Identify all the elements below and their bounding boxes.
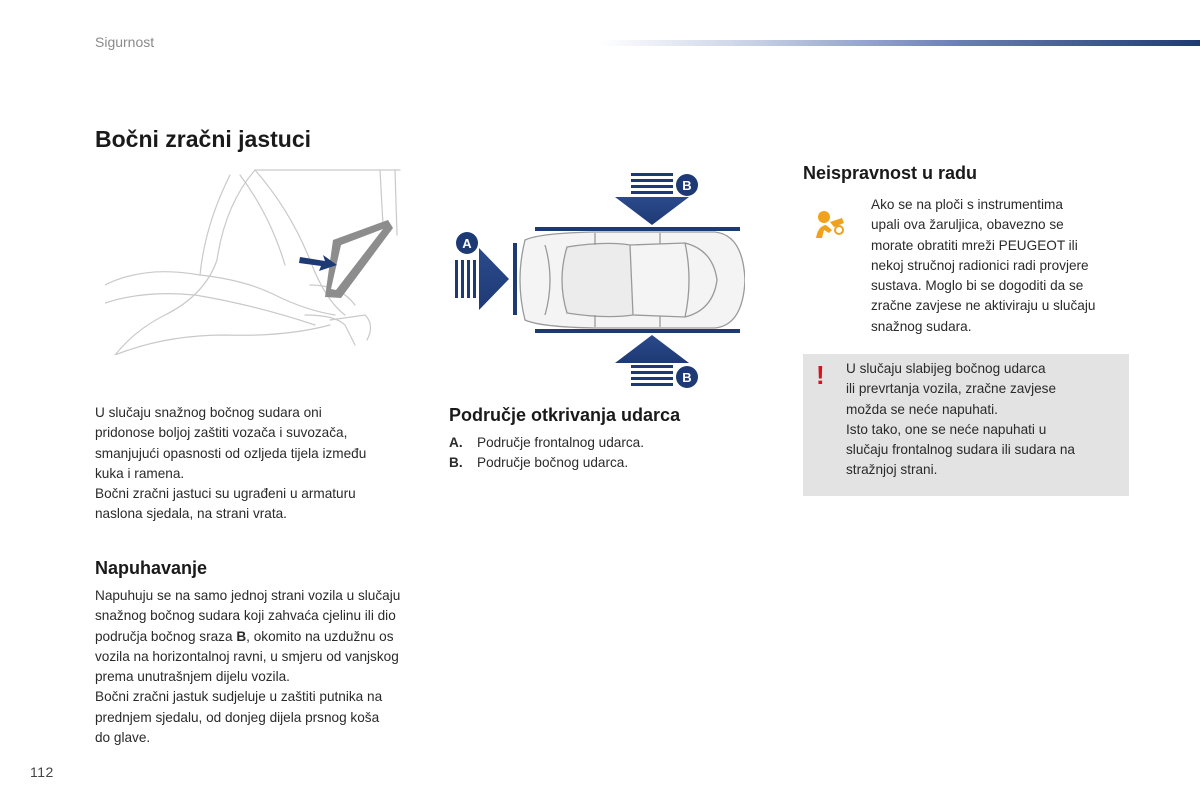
fault-paragraph xyxy=(871,195,1141,337)
warning-line: možda se neće napuhati. xyxy=(846,401,998,417)
inflation-line: do glave. xyxy=(95,730,151,746)
inflation-line: snažnog bočnog sudara koji zahvaća cjelinu ili dio xyxy=(95,608,396,624)
inflation-line: Bočni zračni jastuk sudjeluje u zaštiti putnika na xyxy=(95,689,383,705)
label-b-top-badge xyxy=(676,174,698,196)
intro-line: smanjujući opasnosti od ozljeda tijela između xyxy=(95,445,367,461)
frontal-impact-arrow xyxy=(455,248,509,310)
list-item-text: Područje bočnog udarca. xyxy=(477,455,629,471)
warning-line: slučaju frontalnog sudara ili sudara na xyxy=(846,442,1075,458)
label-a-badge xyxy=(456,232,478,254)
fault-line: nekoj stručnoj radionici radi provjere xyxy=(871,257,1089,273)
list-item-text: Područje frontalnog udarca. xyxy=(477,435,645,450)
fault-line: zračne zavjese ne aktiviraju u slučaju xyxy=(871,298,1096,314)
header-gradient-bar xyxy=(600,40,1200,46)
fault-heading: Neispravnost u radu xyxy=(803,163,978,183)
inflation-text: , okomito na uzdužnu os xyxy=(246,628,394,644)
label-b-top: B xyxy=(682,178,692,193)
warning-exclamation-icon: ! xyxy=(816,360,825,390)
intro-line: kuka i ramena. xyxy=(95,465,185,481)
list-item-label: A. xyxy=(449,435,463,450)
inflation-line xyxy=(95,627,430,647)
intro-line: U slučaju snažnog bočnog sudara oni xyxy=(95,405,322,420)
section-label: Sigurnost xyxy=(95,34,155,50)
inflation-line: prema unutrašnjem dijelu vozila. xyxy=(95,669,290,685)
inflation-text: područja bočnog sraza xyxy=(95,628,237,644)
warning-line: Isto tako, one se neće napuhati u xyxy=(846,421,1047,437)
warning-note-text xyxy=(846,359,1121,481)
label-a: A xyxy=(462,236,472,251)
detection-zone-heading: Područje otkrivanja udarca xyxy=(449,405,681,425)
page-number: 112 xyxy=(30,764,54,780)
inflation-line: Napuhuju se na samo jednoj strani vozila u slučaju xyxy=(95,588,401,603)
detection-zone-list xyxy=(449,433,749,474)
fault-line: morate obratiti mreži PEUGEOT ili xyxy=(871,237,1078,253)
intro-paragraph xyxy=(95,403,415,525)
page-title: Bočni zračni jastuci xyxy=(95,126,312,152)
seat-airbag-illustration xyxy=(105,165,405,355)
airbag-warning-icon xyxy=(812,208,848,240)
fault-line: sustava. Moglo bi se dogoditi da se xyxy=(871,278,1084,294)
label-b-bottom: B xyxy=(682,370,692,385)
inflation-line: vozila na horizontalnoj ravni, u smjeru od vanjskog xyxy=(95,648,399,664)
list-item xyxy=(449,453,749,473)
list-item xyxy=(449,433,749,453)
warning-line: ili prevrtanja vozila, zračne zavjese xyxy=(846,381,1057,397)
intro-line: Bočni zračni jastuci su ugrađeni u armaturu xyxy=(95,486,356,502)
zone-b-reference: B xyxy=(236,628,247,644)
list-item-label: B. xyxy=(449,455,463,471)
warning-line: stražnjoj strani. xyxy=(846,462,938,478)
fault-line: upali ova žaruljica, obavezno se xyxy=(871,217,1064,233)
intro-line: naslona sjedala, na strani vrata. xyxy=(95,506,287,522)
label-b-bottom-badge xyxy=(676,366,698,388)
warning-line: U slučaju slabijeg bočnog udarca xyxy=(846,361,1046,376)
inflation-paragraph xyxy=(95,586,430,748)
inflation-line: prednjem sjedalu, od donjeg dijela prsnog koša xyxy=(95,709,380,725)
intro-line: pridonose boljoj zaštiti vozača i suvozača, xyxy=(95,425,348,441)
fault-line: snažnog sudara. xyxy=(871,318,972,334)
impact-zone-diagram xyxy=(445,165,745,393)
fault-line: Ako se na ploči s instrumentima xyxy=(871,197,1063,212)
inflation-heading: Napuhavanje xyxy=(95,558,208,578)
